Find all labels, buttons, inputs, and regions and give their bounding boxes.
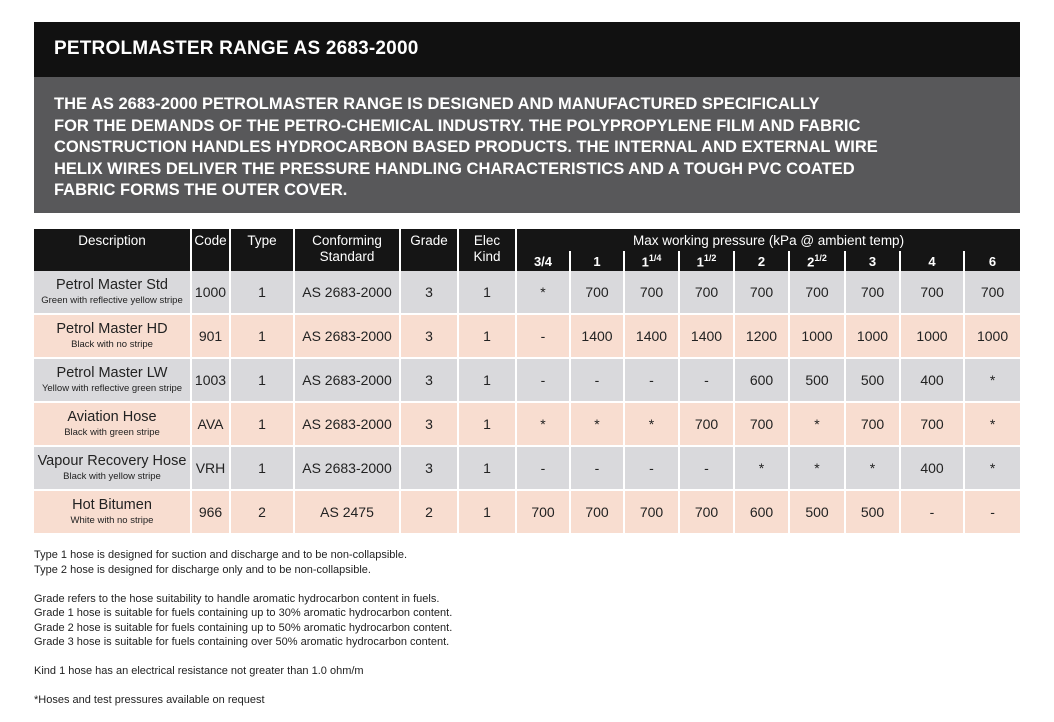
- header-elec: [458, 229, 516, 271]
- cell-pressure: *: [516, 402, 570, 446]
- cell-grade: 3: [400, 271, 458, 314]
- cell-pressure: 500: [845, 358, 900, 402]
- cell-code: VRH: [191, 446, 230, 490]
- cell-code: AVA: [191, 402, 230, 446]
- cell-code: 1000: [191, 271, 230, 314]
- footnote-line: Grade 1 hose is suitable for fuels containing up to 30% aromatic hydrocarbon content.: [34, 607, 453, 619]
- cell-pressure: 1000: [789, 314, 845, 358]
- page-title: PETROLMASTER RANGE AS 2683-2000: [34, 22, 1020, 77]
- table-row: [34, 402, 1020, 446]
- header-max-working-pressure: Max working pressure (kPa @ ambient temp): [516, 229, 1020, 251]
- header-standard-line2: Standard: [319, 249, 375, 264]
- cell-standard: AS 2683-2000: [294, 446, 400, 490]
- header-size: [900, 251, 964, 271]
- intro-line: FOR THE DEMANDS OF THE PETRO-CHEMICAL INDUSTRY. THE POLYPROPYLENE FILM AND FABRIC: [54, 116, 861, 135]
- header-size-whole: 1: [641, 254, 649, 270]
- cell-pressure: 700: [570, 490, 624, 534]
- cell-pressure: 700: [624, 490, 679, 534]
- cell-description: [34, 490, 191, 534]
- cell-pressure: -: [516, 358, 570, 402]
- header-size: [845, 251, 900, 271]
- cell-pressure: *: [734, 446, 789, 490]
- table-header: [34, 229, 1020, 271]
- product-color-note: Black with green stripe: [64, 427, 160, 438]
- cell-pressure: 400: [900, 358, 964, 402]
- cell-pressure: 700: [734, 271, 789, 314]
- footnote-line: Type 2 hose is designed for discharge only and to be non-collapsible.: [34, 563, 371, 576]
- cell-pressure: -: [964, 490, 1020, 534]
- cell-standard: AS 2683-2000: [294, 314, 400, 358]
- cell-description: [34, 446, 191, 490]
- header-code: Code: [191, 229, 230, 271]
- cell-pressure: -: [516, 314, 570, 358]
- cell-elec-kind: 1: [458, 314, 516, 358]
- cell-pressure: *: [964, 402, 1020, 446]
- cell-pressure: *: [964, 446, 1020, 490]
- cell-pressure: 700: [900, 271, 964, 314]
- cell-description: [34, 402, 191, 446]
- cell-pressure: 700: [900, 402, 964, 446]
- cell-type: 1: [230, 358, 294, 402]
- header-size: [964, 251, 1020, 271]
- cell-pressure: 500: [789, 358, 845, 402]
- table-body: [34, 271, 1020, 534]
- cell-pressure: *: [845, 446, 900, 490]
- header-standard: [294, 229, 400, 271]
- cell-pressure: -: [679, 358, 734, 402]
- cell-pressure: -: [516, 446, 570, 490]
- product-name: Petrol Master LW: [56, 365, 168, 381]
- intro-line: CONSTRUCTION HANDLES HYDROCARBON BASED PRODUCTS. THE INTERNAL AND EXTERNAL WIRE: [54, 138, 878, 156]
- product-name: Hot Bitumen: [72, 497, 152, 513]
- cell-pressure: 600: [734, 358, 789, 402]
- cell-standard: AS 2475: [294, 490, 400, 534]
- footnote-paragraph: [34, 693, 1020, 708]
- cell-pressure: 1000: [964, 314, 1020, 358]
- cell-pressure: 700: [734, 402, 789, 446]
- cell-pressure: -: [900, 490, 964, 534]
- footnote-paragraph: [34, 548, 1020, 577]
- cell-pressure: 700: [964, 271, 1020, 314]
- cell-description: [34, 358, 191, 402]
- product-color-note: Green with reflective yellow stripe: [41, 295, 183, 306]
- cell-elec-kind: 1: [458, 490, 516, 534]
- table-row: [34, 271, 1020, 314]
- cell-pressure: 700: [845, 271, 900, 314]
- cell-type: 1: [230, 446, 294, 490]
- cell-elec-kind: 1: [458, 358, 516, 402]
- cell-pressure: -: [624, 358, 679, 402]
- header-size: [679, 251, 734, 271]
- cell-standard: AS 2683-2000: [294, 358, 400, 402]
- cell-pressure: 700: [679, 402, 734, 446]
- header-standard-line1: Conforming: [312, 233, 382, 248]
- cell-pressure: 700: [845, 402, 900, 446]
- cell-pressure: *: [570, 402, 624, 446]
- cell-code: 901: [191, 314, 230, 358]
- header-size: [734, 251, 789, 271]
- product-color-note: Black with no stripe: [71, 339, 153, 350]
- cell-pressure: -: [570, 446, 624, 490]
- cell-type: 1: [230, 271, 294, 314]
- product-name: Petrol Master HD: [56, 321, 168, 337]
- table-row: [34, 490, 1020, 534]
- cell-grade: 3: [400, 358, 458, 402]
- table-row: [34, 358, 1020, 402]
- cell-standard: AS 2683-2000: [294, 402, 400, 446]
- cell-elec-kind: 1: [458, 402, 516, 446]
- cell-pressure: 1400: [570, 314, 624, 358]
- cell-pressure: -: [679, 446, 734, 490]
- header-size-whole: 2: [807, 254, 815, 270]
- cell-pressure: 1200: [734, 314, 789, 358]
- cell-grade: 3: [400, 402, 458, 446]
- product-color-note: Yellow with reflective green stripe: [41, 383, 183, 394]
- cell-pressure: 600: [734, 490, 789, 534]
- footnote-line: Type 1 hose is designed for suction and discharge and to be non-collapsible.: [34, 549, 408, 561]
- cell-pressure: 700: [679, 271, 734, 314]
- header-size-fraction: 1/2: [814, 252, 827, 263]
- cell-type: 2: [230, 490, 294, 534]
- product-name: Vapour Recovery Hose: [37, 453, 187, 469]
- cell-grade: 3: [400, 446, 458, 490]
- cell-pressure: 1400: [624, 314, 679, 358]
- cell-pressure: 700: [570, 271, 624, 314]
- header-size: [624, 251, 679, 271]
- footnotes: [34, 548, 1020, 722]
- header-elec-line1: Elec: [473, 233, 501, 248]
- footnote-paragraph: [34, 664, 1020, 679]
- cell-elec-kind: 1: [458, 271, 516, 314]
- footnote-line: Grade 2 hose is suitable for fuels containing up to 50% aromatic hydrocarbon content.: [34, 621, 453, 634]
- cell-pressure: *: [516, 271, 570, 314]
- header-size: [570, 251, 624, 271]
- cell-pressure: *: [789, 402, 845, 446]
- header-size-whole: 2: [757, 253, 766, 269]
- cell-elec-kind: 1: [458, 446, 516, 490]
- cell-pressure: 1000: [845, 314, 900, 358]
- table-row: [34, 446, 1020, 490]
- cell-pressure: 400: [900, 446, 964, 490]
- intro-line: THE AS 2683-2000 PETROLMASTER RANGE IS DESIGNED AND MANUFACTURED SPECIFICALLY: [54, 95, 820, 113]
- header-grade: Grade: [400, 229, 458, 271]
- header-elec-line2: Kind: [473, 249, 501, 264]
- specification-table: [34, 229, 1020, 535]
- cell-type: 1: [230, 314, 294, 358]
- header-size-whole: 6: [988, 253, 997, 269]
- cell-pressure: 700: [789, 271, 845, 314]
- intro-text: [34, 77, 1020, 213]
- intro-line: HELIX WIRES DELIVER THE PRESSURE HANDLING CHARACTERISTICS AND A TOUGH PVC COATED: [54, 159, 855, 178]
- cell-pressure: 700: [679, 490, 734, 534]
- header-size-whole: 4: [928, 253, 936, 269]
- cell-pressure: *: [964, 358, 1020, 402]
- footnote-line: Grade refers to the hose suitability to handle aromatic hydrocarbon content in fuels.: [34, 592, 440, 605]
- footnote-line: Kind 1 hose has an electrical resistance not greater than 1.0 ohm/m: [34, 665, 364, 677]
- header-description: Description: [34, 229, 191, 271]
- header-size-whole: 1: [593, 253, 601, 269]
- cell-pressure: *: [789, 446, 845, 490]
- cell-pressure: 500: [789, 490, 845, 534]
- cell-pressure: 1000: [900, 314, 964, 358]
- intro-line: FABRIC FORMS THE OUTER COVER.: [54, 181, 348, 199]
- product-name: Petrol Master Std: [55, 277, 168, 293]
- cell-pressure: -: [570, 358, 624, 402]
- table-row: [34, 314, 1020, 358]
- cell-type: 1: [230, 402, 294, 446]
- cell-pressure: 700: [624, 271, 679, 314]
- cell-code: 1003: [191, 358, 230, 402]
- product-name: Aviation Hose: [67, 409, 157, 425]
- cell-pressure: 700: [516, 490, 570, 534]
- header-size-whole: 1: [696, 254, 704, 270]
- header-size: [516, 251, 570, 271]
- header-size-fraction: 1/2: [703, 252, 717, 263]
- cell-pressure: 1400: [679, 314, 734, 358]
- footnote-line: *Hoses and test pressures available on request: [34, 694, 265, 706]
- cell-pressure: 500: [845, 490, 900, 534]
- product-color-note: Black with yellow stripe: [63, 471, 161, 482]
- cell-standard: AS 2683-2000: [294, 271, 400, 314]
- product-color-note: White with no stripe: [70, 515, 154, 526]
- cell-pressure: *: [624, 402, 679, 446]
- cell-code: 966: [191, 490, 230, 534]
- cell-pressure: -: [624, 446, 679, 490]
- cell-grade: 3: [400, 314, 458, 358]
- header-size-whole: 3/4: [533, 253, 553, 269]
- cell-grade: 2: [400, 490, 458, 534]
- header-size: [789, 251, 845, 271]
- header-type: Type: [230, 229, 294, 271]
- header-size-fraction: 1/4: [648, 252, 662, 263]
- footnote-paragraph: [34, 592, 1020, 650]
- header-size-whole: 3: [868, 253, 877, 269]
- cell-description: [34, 271, 191, 314]
- footnote-line: Grade 3 hose is suitable for fuels containing over 50% aromatic hydrocarbon content.: [34, 636, 450, 648]
- cell-description: [34, 314, 191, 358]
